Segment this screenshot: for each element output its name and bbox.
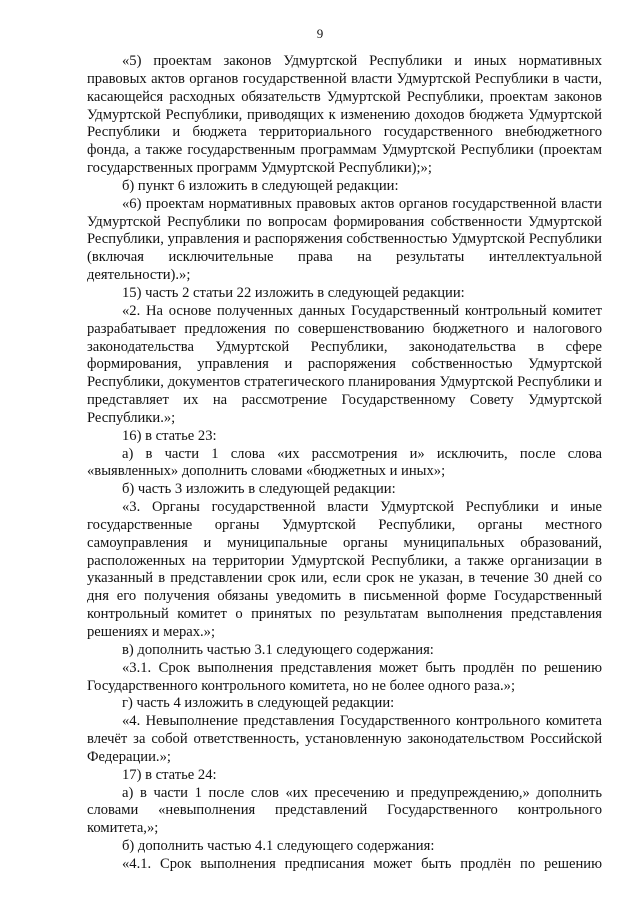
paragraph-part-3-1: «3.1. Срок выполнения представления может быть продлён по решению Государственного контрольного комитета, но не более одного раза.»; — [87, 659, 602, 694]
paragraph-item-16: 16) в статье 23: — [122, 427, 217, 444]
paragraph-item-5: «5) проектам законов Удмуртской Республики и иных нормативных правовых актов органов государственной власти Удмуртской Республики в части, касающейся расходных обязательств Удмуртской Республики, проектам законов Удмуртской Республики, приводящих к изменению доходов бюджета Удмуртской Республики и бюджета территориального государственного внебюджетного фонда, а также государственным программам Удмуртской Республики (проектам государственных программ Удмуртской Республики);»; — [87, 53, 602, 177]
paragraph-subitem-b-article-24: б) дополнить частью 4.1 следующего содержания: — [122, 838, 435, 855]
paragraph-part-3: «3. Органы государственной власти Удмуртской Республики и иные государственные органы Удмуртской Республики, органы местного самоуправления и муниципальные органы муниципальных образований, расположенных на территории Удмуртской Республики, а также организации в указанный в представлении срок или, если срок не указан, в течение 30 дней со дня его получения обязаны уведомить в письменной форме Государственный контрольный комитет о принятых по результатам выполнения представления решениях и мерах.»; — [87, 499, 602, 640]
paragraph-subitem-b-item-6: б) пункт 6 изложить в следующей редакции: — [122, 177, 399, 194]
paragraph-part-4-1: «4.1. Срок выполнения предписания может быть продлён по решению — [122, 855, 602, 872]
paragraph-subitem-b-article-23: б) часть 3 изложить в следующей редакции: — [122, 481, 396, 498]
paragraph-part-4: «4. Невыполнение представления Государственного контрольного комитета влечёт за собой ответственность, установленную законодательством Российской Федерации.»; — [87, 713, 602, 765]
document-body — [87, 53, 602, 874]
paragraph-item-6: «6) проектам нормативных правовых актов органов государственной власти Удмуртской Республики по вопросам формирования собственности Удмуртской Республики, управления и распоряжения собственностью Удмуртской Республики (включая исключительные права на результаты интеллектуальной деятельности).»; — [87, 195, 602, 284]
paragraph-subitem-a-article-23: а) в части 1 слова «их рассмотрения и» исключить, после слова «выявленных» дополнить словами «бюджетных и иных»; — [87, 445, 602, 480]
paragraph-subitem-a-article-24: а) в части 1 после слов «их пресечению и предупреждению,» дополнить словами «невыполнения представлений Государственного контрольного комитета,»; — [87, 784, 602, 837]
paragraph-subitem-v-article-23: в) дополнить частью 3.1 следующего содержания: — [122, 641, 434, 658]
paragraph-item-17: 17) в статье 24: — [122, 766, 217, 783]
paragraph-subitem-g-article-23: г) часть 4 изложить в следующей редакции: — [122, 695, 395, 712]
page-number: 9 — [316, 26, 324, 41]
paragraph-item-15: 15) часть 2 статьи 22 изложить в следующей редакции: — [122, 284, 465, 301]
paragraph-part-2: «2. На основе полученных данных Государственный контрольный комитет разрабатывает предложения по совершенствованию бюджетного и налогового законодательства Удмуртской Республики, законодательства в сфере формирования, управления и распоряжения собственностью Удмуртской Республики, документов стратегического планирования Удмуртской Республики и представляет их на рассмотрение Государственному Совету Удмуртской Республики.»; — [87, 302, 602, 426]
